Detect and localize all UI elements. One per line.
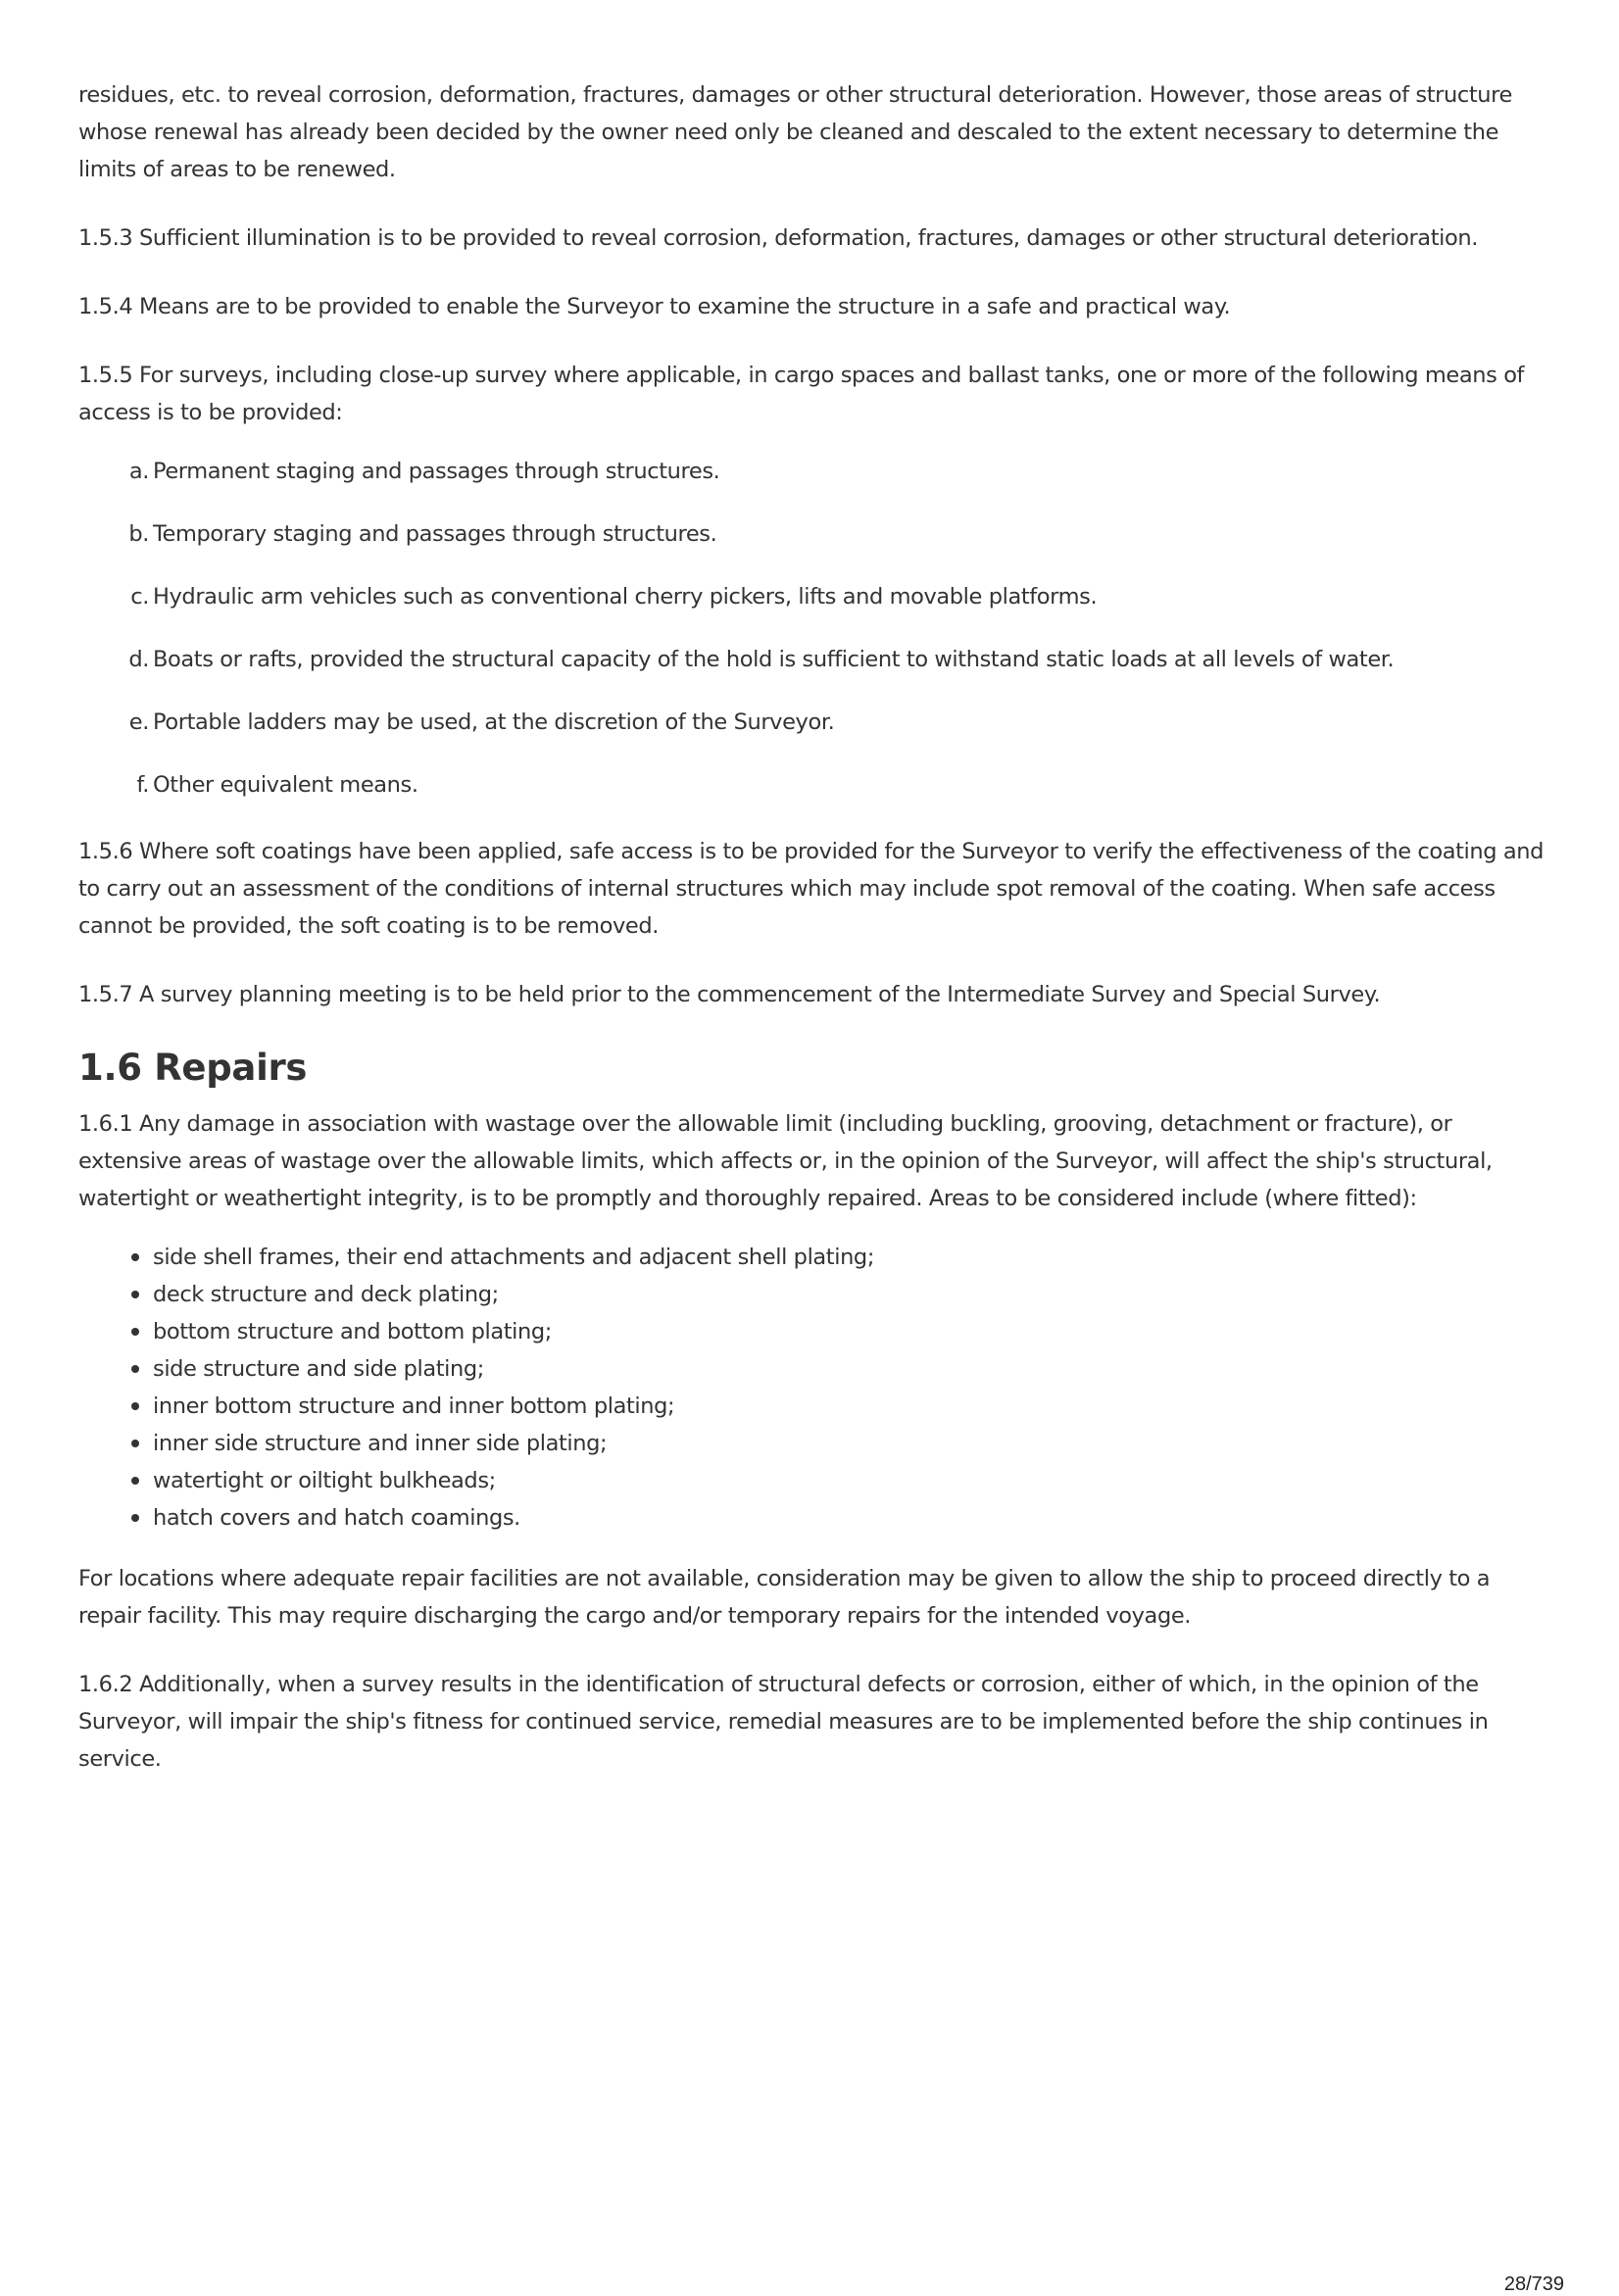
paragraph-1-6-2: 1.6.2 Additionally, when a survey results in the identification of structural defects or corrosion, either of which, in the opinion of the Surveyor, will impair the ship's fitness for continued service, remedial measures are to be implemented before the ship continues in service. <box>78 1672 1489 1772</box>
list-item <box>78 515 1548 553</box>
list-item: deck structure and deck plating; <box>78 1276 1548 1313</box>
list-item: side shell frames, their end attachments and adjacent shell plating; <box>78 1239 1548 1276</box>
list-marker: e. <box>128 709 149 735</box>
list-item: side structure and side plating; <box>78 1350 1548 1388</box>
section-heading-repairs: 1.6 Repairs <box>78 1047 308 1089</box>
list-item-text: Hydraulic arm vehicles such as conventional cherry pickers, lifts and movable platforms. <box>153 584 1098 610</box>
list-item <box>78 766 1548 804</box>
paragraph-1-5-5: 1.5.5 For surveys, including close-up survey where applicable, in cargo spaces and ballast tanks, one or more of the following means of access is to be provided: <box>78 363 1525 425</box>
paragraph-1-5-7: 1.5.7 A survey planning meeting is to be held prior to the commencement of the Intermediate Survey and Special Survey. <box>78 982 1381 1007</box>
list-item: bottom structure and bottom plating; <box>78 1313 1548 1350</box>
list-item: watertight or oiltight bulkheads; <box>78 1462 1548 1499</box>
list-item-text: Other equivalent means. <box>153 772 418 798</box>
access-means-list <box>78 453 1548 804</box>
paragraph-repair-locations: For locations where adequate repair facilities are not available, consideration may be given to allow the ship to proceed directly to a repair facility. This may require discharging the cargo and/or temporary repairs for the intended voyage. <box>78 1566 1491 1629</box>
list-item-text: Temporary staging and passages through structures. <box>153 521 717 547</box>
list-item: hatch covers and hatch coamings. <box>78 1499 1548 1537</box>
list-item-text: Portable ladders may be used, at the discretion of the Surveyor. <box>153 709 835 735</box>
list-item <box>78 641 1548 678</box>
paragraph-1-6-1: 1.6.1 Any damage in association with wastage over the allowable limit (including buckling, grooving, detachment or fracture), or extensive areas of wastage over the allowable limits, which affects or, in the opinion of the Surveyor, will affect the ship's structural, watertight or weathertight integrity, is to be promptly and thoroughly repaired. Areas to be considered include (where fitted): <box>78 1111 1493 1211</box>
repair-areas-list <box>78 1239 1548 1537</box>
list-item-text: Permanent staging and passages through structures. <box>153 459 720 484</box>
list-marker: f. <box>136 772 149 798</box>
list-item <box>78 453 1548 490</box>
list-item <box>78 578 1548 615</box>
document-body <box>78 76 1548 1809</box>
paragraph-1-5-6: 1.5.6 Where soft coatings have been applied, safe access is to be provided for the Surveyor to verify the effectiveness of the coating and to carry out an assessment of the conditions of internal structures which may include spot removal of the coating. When safe access cannot be provided, the soft coating is to be removed. <box>78 839 1545 939</box>
paragraph-continuation: residues, etc. to reveal corrosion, deformation, fractures, damages or other structural deterioration. However, those areas of structure whose renewal has already been decided by the owner need only be cleaned and descaled to the extent necessary to determine the limits of areas to be renewed. <box>78 82 1512 182</box>
paragraph-1-5-4: 1.5.4 Means are to be provided to enable the Surveyor to examine the structure in a safe and practical way. <box>78 294 1231 319</box>
paragraph-1-5-3: 1.5.3 Sufficient illumination is to be provided to reveal corrosion, deformation, fractures, damages or other structural deterioration. <box>78 225 1478 251</box>
list-marker: d. <box>128 647 149 672</box>
list-marker: c. <box>130 584 149 610</box>
list-marker: b. <box>128 521 149 547</box>
list-item: inner bottom structure and inner bottom plating; <box>78 1388 1548 1425</box>
list-item <box>78 704 1548 741</box>
list-item: inner side structure and inner side plating; <box>78 1425 1548 1462</box>
list-item-text: Boats or rafts, provided the structural capacity of the hold is sufficient to withstand static loads at all levels of water. <box>153 647 1395 672</box>
list-marker: a. <box>128 459 149 484</box>
page-number: 28/739 <box>1503 2273 1564 2295</box>
